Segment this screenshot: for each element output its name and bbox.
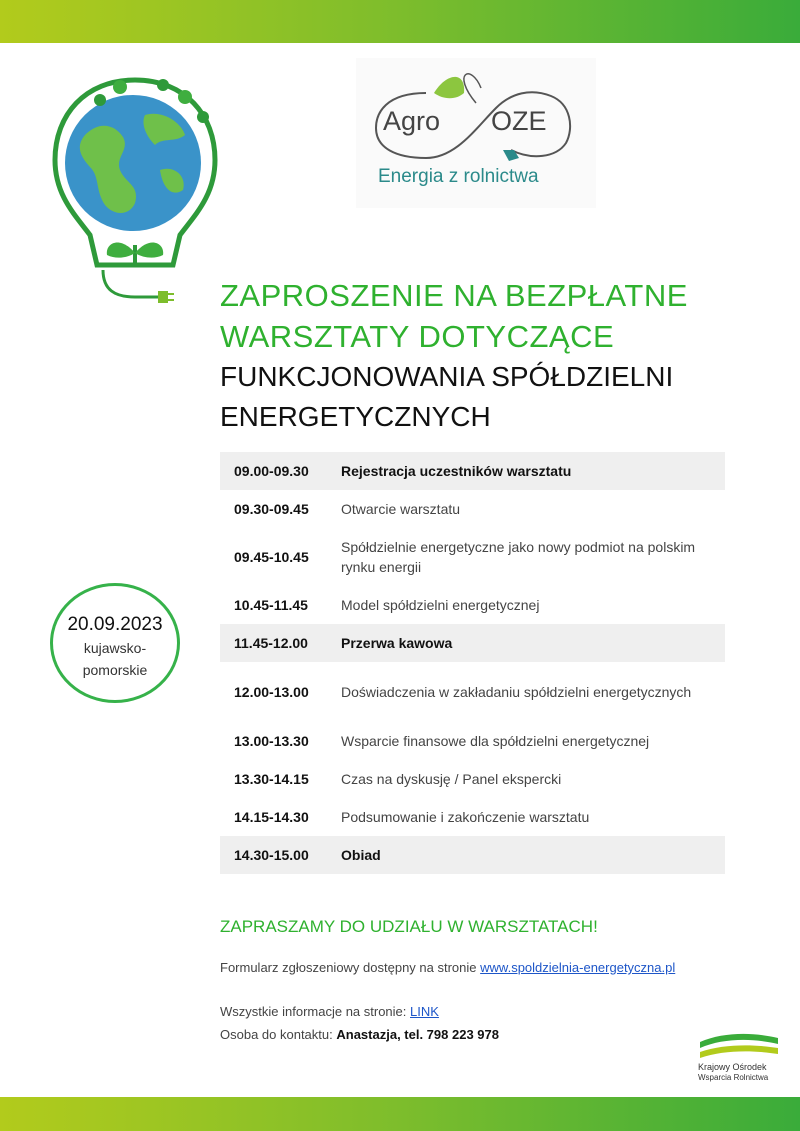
schedule-row [220,760,725,798]
form-link[interactable]: www.spoldzielnia-energetyczna.pl [480,960,676,975]
schedule-row [220,836,725,874]
kowr-logo [698,1030,780,1085]
page-title [220,275,780,437]
schedule-time: 09.45-10.45 [234,549,309,565]
contact-text: Osoba do kontaktu: [220,1027,333,1042]
schedule-row [220,452,725,490]
schedule-row [220,798,725,836]
info-line [220,1004,439,1019]
schedule-desc: Przerwa kawowa [341,635,453,651]
schedule-row [220,624,725,662]
schedule-time: 09.30-09.45 [234,501,309,517]
schedule-desc: Podsumowanie i zakończenie warsztatu [341,809,590,825]
event-region-line-2: pomorskie [82,662,148,678]
schedule-desc: Wsparcie finansowe dla spółdzielni energetycznej [341,733,650,749]
schedule-row [220,586,725,624]
schedule-time: 13.00-13.30 [234,733,309,749]
title-line-4: ENERGETYCZNYCH [220,401,491,432]
logo-agro-text: Agro [383,106,441,136]
kowr-swoosh-icon [698,1030,780,1060]
schedule-time: 11.45-12.00 [234,635,308,651]
schedule-desc: Rejestracja uczestników warsztatu [341,463,572,479]
contact-name: Anastazja, tel. 798 223 978 [336,1027,499,1042]
schedule-time: 14.15-14.30 [234,809,309,825]
schedule-desc: Spółdzielnie energetyczne jako nowy podmiot na polskim rynku energii [341,539,696,575]
kowr-name-line-1: Krajowy Ośrodek [698,1062,767,1072]
schedule-time: 10.45-11.45 [234,597,308,613]
agro-oze-logo [356,58,596,208]
form-info-line [220,960,675,975]
invite-heading: ZAPRASZAMY DO UDZIAŁU W WARSZTATACH! [220,917,598,936]
date-badge [50,583,180,703]
schedule-row [220,662,725,722]
schedule-desc: Otwarcie warsztatu [341,501,461,517]
schedule-time: 12.00-13.00 [234,684,309,700]
bottom-color-band [0,1097,800,1131]
info-text: Wszystkie informacje na stronie: [220,1004,407,1019]
schedule-time: 14.30-15.00 [234,847,309,863]
schedule-row [220,722,725,760]
schedule-time: 13.30-14.15 [234,771,309,787]
logo-oze-text: OZE [491,106,547,136]
event-region-line-1: kujawsko- [83,640,147,656]
schedule-row [220,490,725,528]
contact-line [220,1027,499,1042]
title-line-1: ZAPROSZENIE NA BEZPŁATNE [220,278,688,313]
form-text: Formularz zgłoszeniowy dostępny na stronie [220,960,477,975]
event-date: 20.09.2023 [67,614,163,635]
logo-tagline: Energia z rolnictwa [378,166,539,187]
lightbulb-globe-illustration [45,65,225,310]
schedule-table [220,452,725,874]
schedule-desc: Obiad [341,847,381,863]
kowr-name-line-2: Wsparcia Rolnictwa [698,1073,769,1082]
info-link[interactable]: LINK [410,1004,439,1019]
schedule-desc: Model spółdzielni energetycznej [341,597,540,613]
schedule-desc: Czas na dyskusję / Panel ekspercki [341,771,562,787]
schedule-time: 09.00-09.30 [234,463,309,479]
schedule-row [220,528,725,586]
top-color-band [0,0,800,43]
title-line-3: FUNKCJONOWANIA SPÓŁDZIELNI [220,361,674,392]
schedule-desc: Doświadczenia w zakładaniu spółdzielni energetycznych [341,684,692,700]
title-line-2: WARSZTATY DOTYCZĄCE [220,319,615,354]
